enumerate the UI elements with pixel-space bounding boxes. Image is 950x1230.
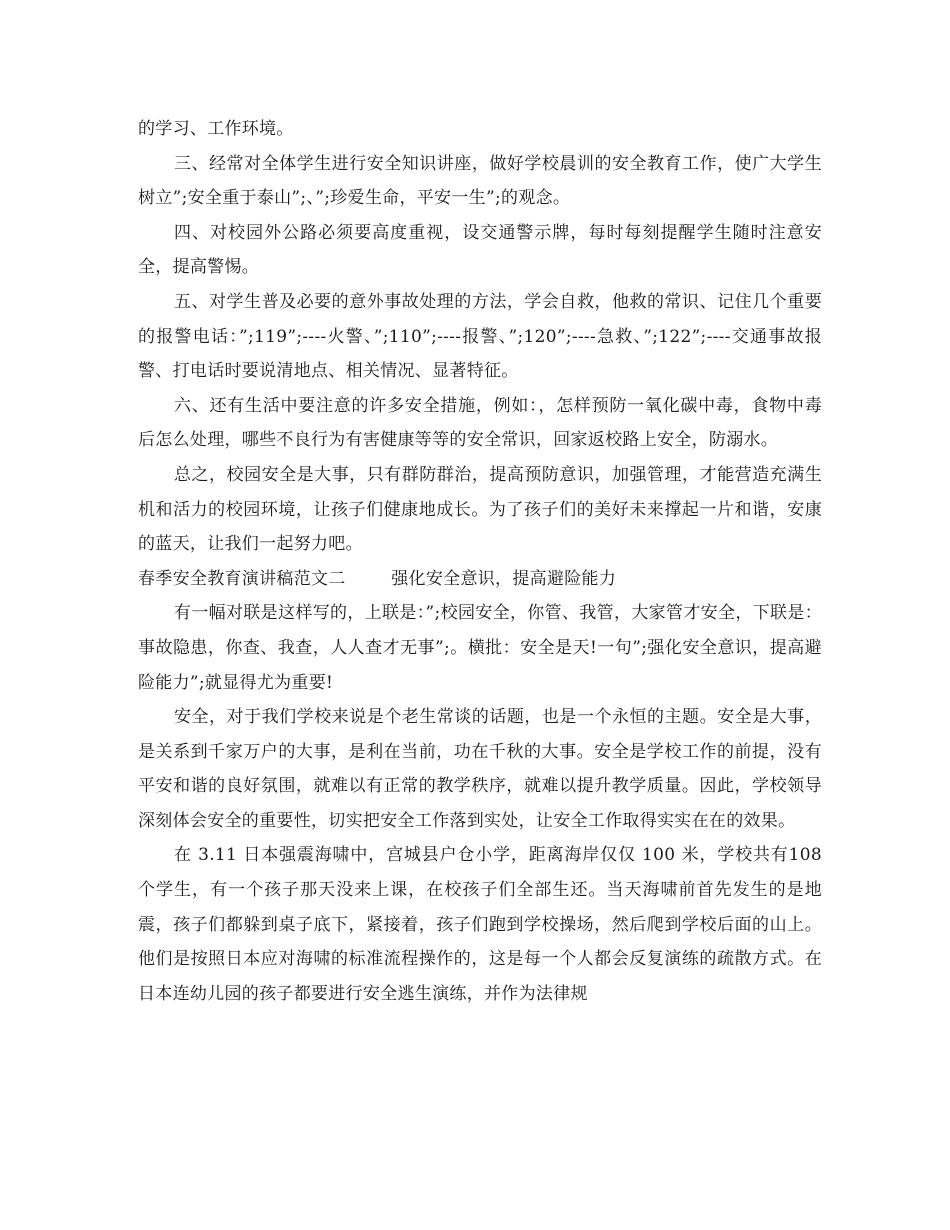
- paragraph-conclusion: 总之，校园安全是大事，只有群防群治，提高预防意识，加强管理，才能营造充满生机和活力的校园环境，让孩子们健康地成长。为了孩子们的美好未来撑起一片和谐，安康的蓝天，让我们一起努力吧。: [138, 464, 822, 555]
- paragraph-item-three: 三、经常对全体学生进行安全知识讲座，做好学校晨训的安全教育工作，使广大学生树立”;安全重于泰山”;、”;珍爱生命，平安一生”;的观念。: [138, 153, 822, 209]
- section-subtitle: 强化安全意识，提高避险能力: [391, 568, 617, 589]
- paragraph-continuation: 的学习、工作环境。: [138, 119, 294, 139]
- paragraph-couplet: 有一幅对联是这样写的，上联是：”;校园安全，你管、我管，大家管才安全，下联是：事故隐患，你查、我查，人人查才无事”;。横批：安全是天!一句”;强化安全意识，提高避险能力”;就显得尤为重要!: [138, 603, 822, 693]
- paragraph-item-six: 六、还有生活中要注意的许多安全措施，例如：，怎样预防一氧化碳中毒，食物中毒后怎么处理，哪些不良行为有害健康等等的安全常识，回家返校路上安全，防溺水。: [138, 395, 822, 451]
- document-body: [138, 112, 822, 1011]
- section-heading: [138, 562, 822, 597]
- section-title: 春季安全教育演讲稿范文二: [138, 568, 346, 589]
- paragraph-item-five: 五、对学生普及必要的意外事故处理的方法，学会自救，他救的常识、记住几个重要的报警电话：”;119”;----火警、”;110”;----报警、”;120”;----急救、”;122”;----交通事故报警、打电话时要说清地点、相关情况、显著特征。: [138, 291, 822, 382]
- paragraph-item-four: 四、对校园外公路必须要高度重视，设交通警示牌，每时每刻提醒学生随时注意安全，提高警惕。: [138, 222, 822, 278]
- paragraph-safety-theme: 安全，对于我们学校来说是个老生常谈的话题，也是一个永恒的主题。安全是大事，是关系到千家万户的大事，是利在当前，功在千秋的大事。安全是学校工作的前提，没有平安和谐的良好氛围，就难以有正常的教学秩序，就难以提升教学质量。因此，学校领导深刻体会安全的重要性，切实把安全工作落到实处，让安全工作取得实实在在的效果。: [138, 707, 822, 831]
- paragraph-japan-example: 在 3.11 日本强震海啸中，宫城县户仓小学，距离海岸仅仅 100 米，学校共有108 个学生，有一个孩子那天没来上课，在校孩子们全部生还。当天海啸前首先发生的是地震，孩子们都躲到桌子底下，紧接着，孩子们跑到学校操场，然后爬到学校后面的山上。他们是按照日本应对海啸的标准流程操作的，这是每一个人都会反复演练的疏散方式。在日本连幼儿园的孩子都要进行安全逃生演练，并作为法律规: [138, 845, 822, 1004]
